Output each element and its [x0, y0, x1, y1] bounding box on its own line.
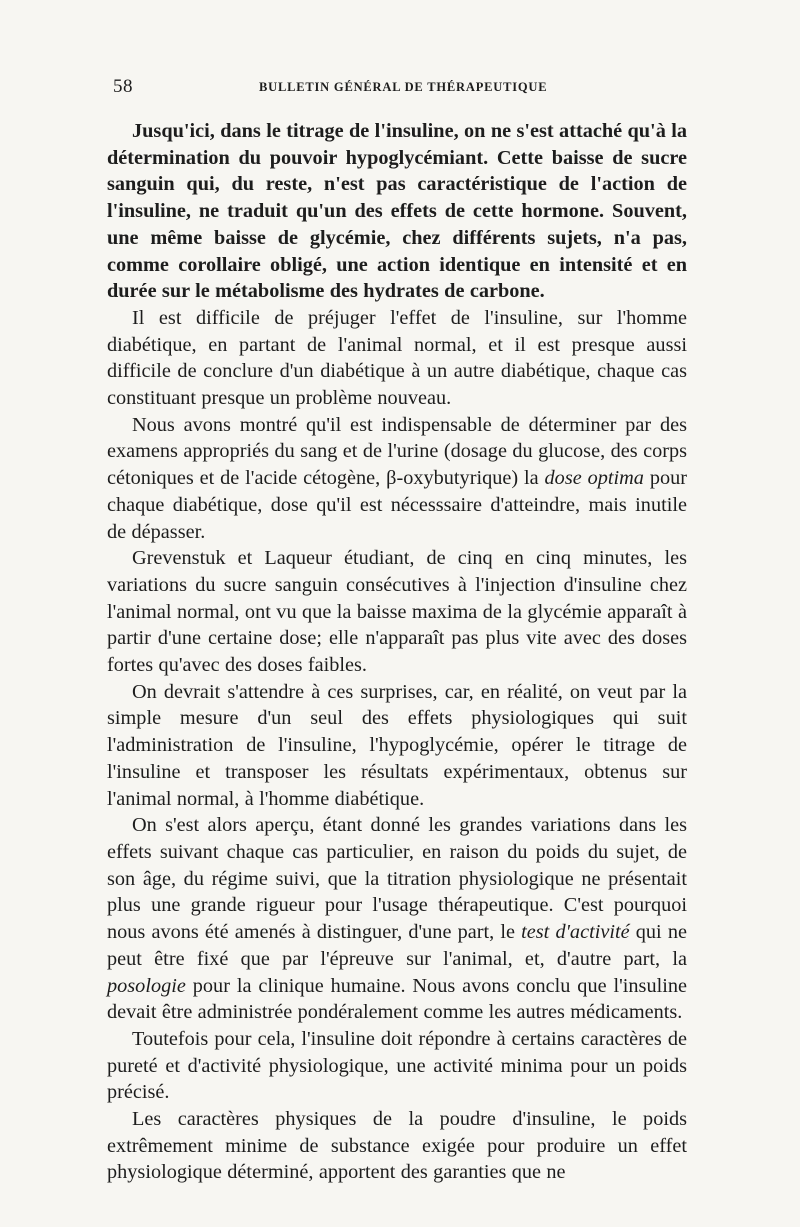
- italic-dose-optima: dose optima: [544, 467, 644, 490]
- paragraph-4: Grevenstuk et Laqueur étudiant, de cinq en cinq minutes, les variations du sucre sanguin consécutives à l'injection d'insuline chez l'animal normal, ont vu que la baisse maxima de la glycémie apparaît à partir d'une certaine dose; elle n'apparaît pas plus vite avec des doses fortes qu'avec des doses faibles.: [107, 547, 687, 677]
- paragraph-6: On s'est alors aperçu, étant donné les grandes variations dans les effets suivant chaque cas particulier, en raison du poids du sujet, de son âge, du régime suivi, que la titration physiologique ne présentait plus une grande rigueur pour l'usage thérapeutique. C'est pourquoi nous avons été amenés à distinguer, d'une part, le test d'activité qui ne peut être fixé que par l'épreuve sur l'animal, et, d'autre part, la posologie pour la clinique humaine. Nous avons conclu que l'insuline devait être administrée pondéralement comme les autres médicaments.: [107, 814, 687, 1024]
- running-title: BULLETIN GÉNÉRAL DE THÉRAPEUTIQUE: [259, 80, 548, 94]
- paragraph-3: Nous avons montré qu'il est indispensable de déterminer par des examens appropriés du sang et de l'urine (dosage du glucose, des corps cétoniques et de l'acide cétogène, β-oxybutyrique) la dose optima pour chaque diabétique, dose qu'il est nécesssaire d'atteindre, mais inutile de dépasser.: [107, 413, 687, 543]
- paragraph-5: On devrait s'attendre à ces surprises, car, en réalité, on veut par la simple mesure d'un seul des effets physiologiques qui suit l'administration de l'insuline, l'hypoglycémie, opérer le titrage de l'insuline et transposer les résultats expérimentaux, obtenus sur l'animal normal, à l'homme diabétique.: [107, 680, 687, 810]
- italic-test-activite: test d'activité: [521, 921, 630, 944]
- paragraph-1: Jusqu'ici, dans le titrage de l'insuline, on ne s'est attaché qu'à la détermination du pouvoir hypoglycémiant. Cette baisse de sucre sanguin qui, du reste, n'est pas caractéristique de l'action de l'insuline, ne traduit qu'un des effets de cette hormone. Souvent, une même baisse de glycémie, chez différents sujets, n'a pas, comme corollaire obligé, une action identique en intensité et en durée sur le métabolisme des hydrates de carbone.: [107, 120, 687, 303]
- page-header: [107, 76, 687, 100]
- book-page: [107, 0, 687, 1227]
- paragraph-7: Toutefois pour cela, l'insuline doit répondre à certains caractères de pureté et d'activité physiologique, une activité minima pour un poids précisé.: [107, 1027, 687, 1104]
- italic-posologie: posologie: [107, 974, 186, 997]
- page-number: 58: [113, 76, 133, 97]
- paragraph-8: Les caractères physiques de la poudre d'insuline, le poids extrêmement minime de substance exigée pour produire un effet physiologique déterminé, apportent des garanties que ne: [107, 1108, 687, 1184]
- paragraph-2: Il est difficile de préjuger l'effet de l'insuline, sur l'homme diabétique, en partant de l'animal normal, et il est presque aussi difficile de conclure d'un diabétique à un autre diabétique, chaque cas constituant presque un problème nouveau.: [107, 306, 687, 410]
- page-body: [107, 118, 687, 1186]
